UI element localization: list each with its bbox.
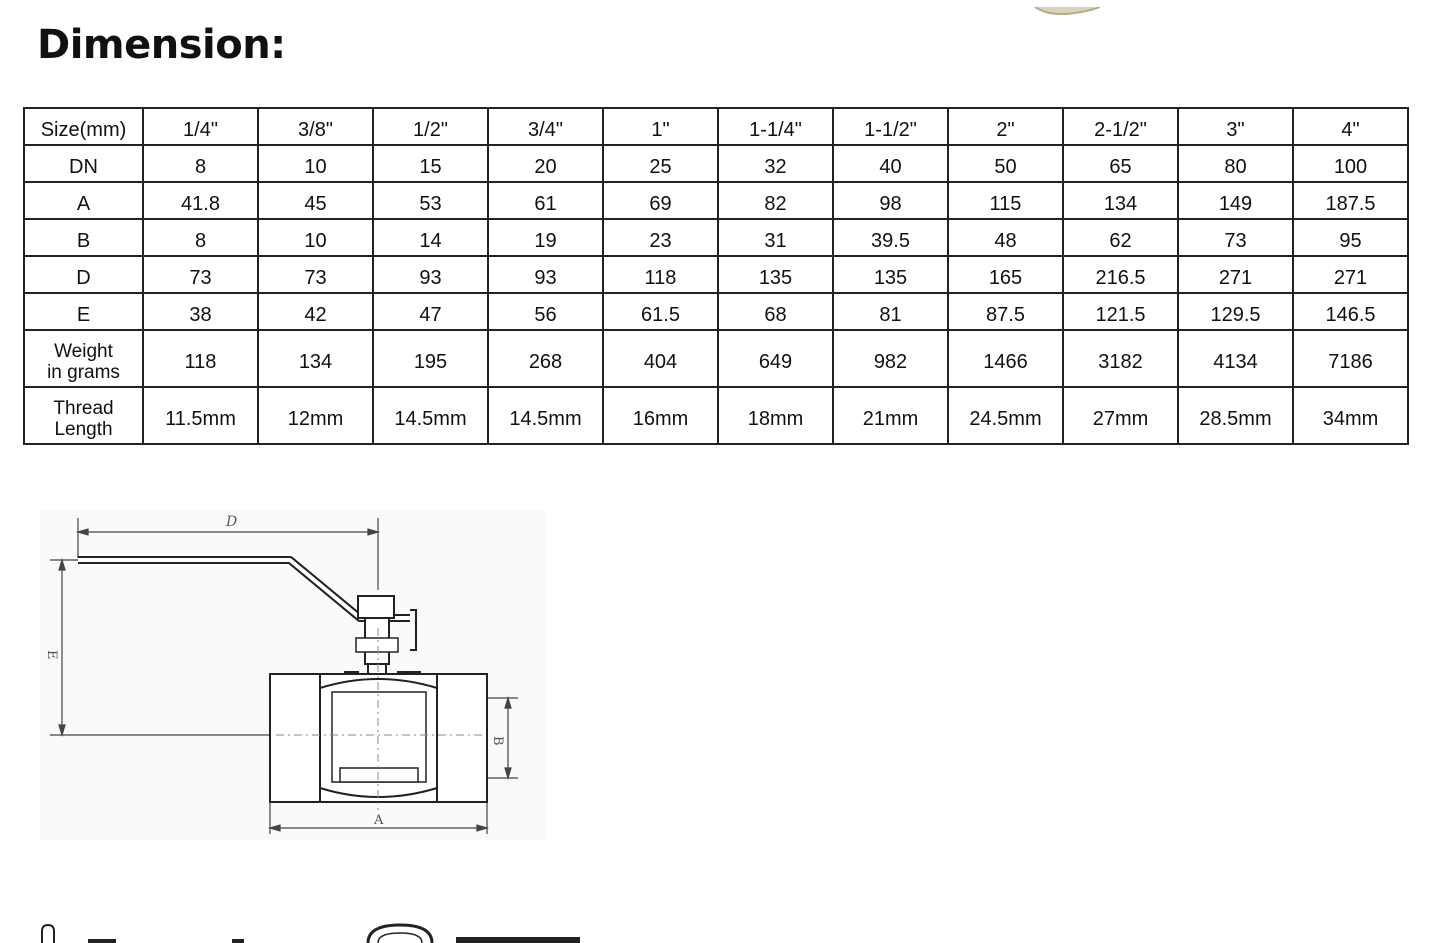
table-cell: 15: [373, 145, 488, 182]
table-cell: 24.5mm: [948, 387, 1063, 444]
diagram-label-a: A: [374, 813, 384, 828]
table-cell: 98: [833, 182, 948, 219]
footer-cutoff-section: [0, 915, 700, 943]
table-cell: 32: [718, 145, 833, 182]
table-cell: 134: [1063, 182, 1178, 219]
dimension-table: [23, 107, 1409, 445]
table-cell: 40: [833, 145, 948, 182]
table-cell: 39.5: [833, 219, 948, 256]
table-cell: 8: [143, 219, 258, 256]
table-cell: 10: [258, 145, 373, 182]
table-cell: 14: [373, 219, 488, 256]
table-cell: 195: [373, 330, 488, 387]
table-cell: 271: [1293, 256, 1408, 293]
diagram-label-e: E: [44, 650, 59, 660]
table-cell: 3182: [1063, 330, 1178, 387]
pressure-gauge-icon: [368, 925, 432, 943]
row-label: [24, 387, 143, 444]
table-cell: 115: [948, 182, 1063, 219]
table-cell: 135: [833, 256, 948, 293]
table-cell: 134: [258, 330, 373, 387]
table-cell: 73: [1178, 219, 1293, 256]
row-label: A: [24, 182, 143, 219]
table-cell: 12mm: [258, 387, 373, 444]
table-cell: 34mm: [1293, 387, 1408, 444]
table-cell: 8: [143, 145, 258, 182]
table-cell: 14.5mm: [373, 387, 488, 444]
row-label: [24, 330, 143, 387]
table-cell: 65: [1063, 145, 1178, 182]
table-cell: 21mm: [833, 387, 948, 444]
table-cell: 121.5: [1063, 293, 1178, 330]
header-cell: 2-1/2": [1063, 108, 1178, 145]
table-cell: 149: [1178, 182, 1293, 219]
table-cell: 41.8: [143, 182, 258, 219]
table-cell: 23: [603, 219, 718, 256]
header-cell: 1": [603, 108, 718, 145]
table-cell: 68: [718, 293, 833, 330]
table-cell: 14.5mm: [488, 387, 603, 444]
row-label: D: [24, 256, 143, 293]
table-cell: 649: [718, 330, 833, 387]
header-cell: 1-1/2": [833, 108, 948, 145]
table-header-row: [24, 108, 1408, 145]
row-label-line: Thread: [53, 397, 114, 419]
header-cell: 3/8": [258, 108, 373, 145]
table-cell: 271: [1178, 256, 1293, 293]
table-cell: 45: [258, 182, 373, 219]
table-cell: 93: [488, 256, 603, 293]
table-cell: 216.5: [1063, 256, 1178, 293]
header-cell: 1-1/4": [718, 108, 833, 145]
table-cell: 56: [488, 293, 603, 330]
table-cell: 81: [833, 293, 948, 330]
table-cell: 268: [488, 330, 603, 387]
table-row: [24, 293, 1408, 330]
table-row: [24, 330, 1408, 387]
table-row: [24, 182, 1408, 219]
table-cell: 95: [1293, 219, 1408, 256]
row-label: B: [24, 219, 143, 256]
table-cell: 165: [948, 256, 1063, 293]
table-cell: 42: [258, 293, 373, 330]
table-cell: 187.5: [1293, 182, 1408, 219]
table-cell: 118: [143, 330, 258, 387]
row-label-line: in grams: [47, 361, 120, 383]
ball-valve-dimension-diagram: [40, 510, 545, 840]
table-cell: 7186: [1293, 330, 1408, 387]
table-cell: 27mm: [1063, 387, 1178, 444]
table-cell: 73: [258, 256, 373, 293]
table-cell: 61: [488, 182, 603, 219]
table-cell: 62: [1063, 219, 1178, 256]
header-cell: 4": [1293, 108, 1408, 145]
header-cell: 1/4": [143, 108, 258, 145]
row-label-line: Weight: [54, 340, 113, 362]
table-cell: 11.5mm: [143, 387, 258, 444]
table-cell: 61.5: [603, 293, 718, 330]
table-cell: 1466: [948, 330, 1063, 387]
table-cell: 146.5: [1293, 293, 1408, 330]
header-cell: 3": [1178, 108, 1293, 145]
table-cell: 20: [488, 145, 603, 182]
page-title: Dimension:: [37, 22, 286, 68]
table-cell: 4134: [1178, 330, 1293, 387]
table-cell: 50: [948, 145, 1063, 182]
table-cell: 87.5: [948, 293, 1063, 330]
table-cell: 31: [718, 219, 833, 256]
table-cell: 53: [373, 182, 488, 219]
table-cell: 82: [718, 182, 833, 219]
table-cell: 129.5: [1178, 293, 1293, 330]
table-cell: 118: [603, 256, 718, 293]
table-cell: 19: [488, 219, 603, 256]
header-cell: 1/2": [373, 108, 488, 145]
diagram-label-d: D: [226, 514, 238, 530]
table-cell: 135: [718, 256, 833, 293]
decorative-product-image-edge: [1030, 0, 1105, 8]
table-cell: 18mm: [718, 387, 833, 444]
table-cell: 47: [373, 293, 488, 330]
table-cell: 982: [833, 330, 948, 387]
table-cell: 100: [1293, 145, 1408, 182]
header-cell: Size(mm): [24, 108, 143, 145]
diagram-label-b: B: [490, 736, 505, 746]
table-cell: 10: [258, 219, 373, 256]
row-label-line: Length: [54, 418, 113, 440]
thermometer-icon: [42, 925, 54, 943]
table-row: [24, 387, 1408, 444]
row-label: E: [24, 293, 143, 330]
table-cell: 28.5mm: [1178, 387, 1293, 444]
header-cell: 2": [948, 108, 1063, 145]
table-cell: 48: [948, 219, 1063, 256]
row-label: DN: [24, 145, 143, 182]
table-cell: 73: [143, 256, 258, 293]
table-row: [24, 256, 1408, 293]
table-cell: 69: [603, 182, 718, 219]
table-cell: 38: [143, 293, 258, 330]
table-cell: 93: [373, 256, 488, 293]
table-row: [24, 219, 1408, 256]
table-cell: 25: [603, 145, 718, 182]
table-cell: 404: [603, 330, 718, 387]
table-cell: 80: [1178, 145, 1293, 182]
table-cell: 16mm: [603, 387, 718, 444]
table-row: [24, 145, 1408, 182]
header-cell: 3/4": [488, 108, 603, 145]
